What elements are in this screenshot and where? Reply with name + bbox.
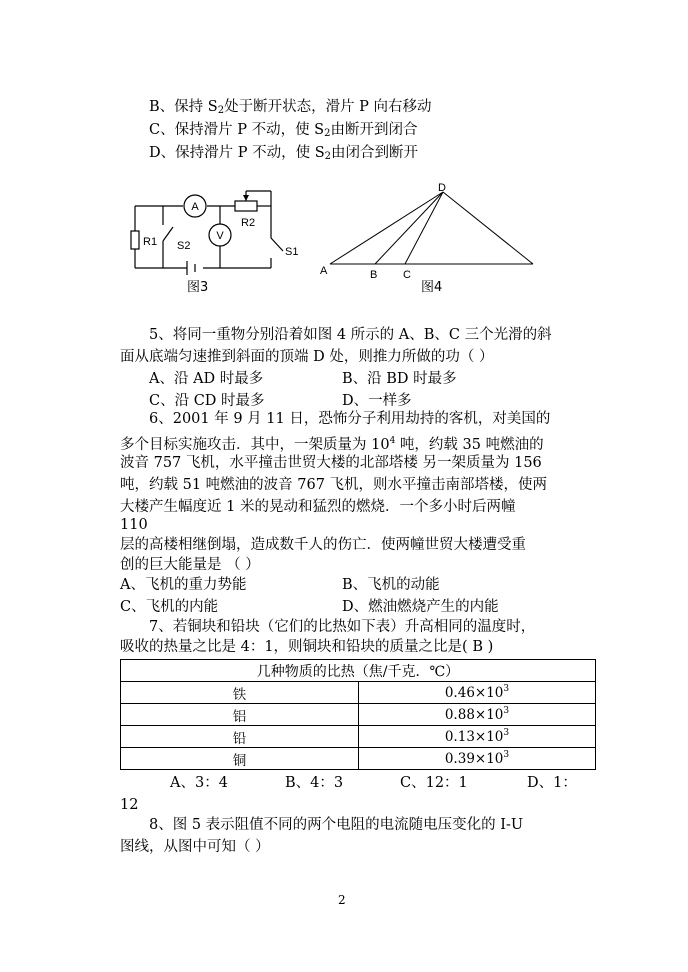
q8-line-2: 图线，从图中可知（ ） [120, 839, 270, 855]
value-cell [359, 748, 596, 770]
q4-option-c-pre: C、保持滑片 P 不动，使 S [149, 122, 325, 138]
fig3-r1-label: R1 [143, 236, 158, 248]
fig3-s2-label: S2 [177, 240, 191, 252]
q7-option-a: A、3：4 [170, 775, 228, 791]
q5-line-2: 面从底端匀速推到斜面的顶端 D 处，则推力所做的功（ ） [120, 349, 494, 365]
q4-option-b-post: 处于断开状态，滑片 P 向右移动 [224, 99, 432, 115]
q4-option-c-sub: 2 [324, 128, 331, 139]
q6-line-2-post: 吨，约载 35 吨燃油的 [395, 437, 544, 453]
q4-option-d-pre: D、保持滑片 P 不动，使 S [149, 145, 325, 161]
q4-option-b [149, 97, 432, 121]
q6-option-d: D、燃油燃烧产生的内能 [342, 599, 499, 615]
q7-line-1: 7、若铜块和铅块（它们的比热如下表）升高相同的温度时， [149, 619, 536, 635]
value-cell [359, 704, 596, 726]
q4-option-c-post: 由断开到闭合 [330, 122, 418, 138]
q6-line-8: 创的巨大能量是 （ ） [120, 557, 260, 573]
q5-option-d: D、一样多 [342, 393, 412, 409]
fig3-s1-label: S1 [285, 246, 299, 258]
q6-line-5: 大楼产生幅度近 1 米的晃动和猛烈的燃烧．一个多小时后两幢 [120, 499, 516, 515]
q7-option-d: D、1： [527, 775, 577, 791]
value-text: 0.88×10 [444, 707, 504, 723]
q4-option-d-sub: 2 [324, 151, 332, 162]
value-cell [359, 726, 596, 748]
q7-option-b: B、4：3 [285, 775, 344, 791]
fig4-point-b: B [370, 269, 378, 281]
table-row [121, 748, 596, 770]
fig3-r2-label: R2 [241, 217, 256, 229]
q6-line-3: 波音 757 飞机，水平撞击世贸大楼的北部塔楼 另一架质量为 156 [120, 455, 542, 471]
q5-option-a: A、沿 AD 时最多 [149, 371, 264, 387]
fig3-voltmeter-label: V [216, 230, 224, 242]
material-cell: 铜 [121, 748, 359, 770]
q6-line-1: 6、2001 年 9 月 11 日，恐怖分子利用劫持的客机，对美国的 [149, 411, 551, 427]
q6-line-2-pre: 多个目标实施攻击．其中，一架质量为 10 [120, 437, 390, 453]
specific-heat-table [120, 659, 596, 770]
page-number: 2 [338, 893, 346, 907]
figure-4-incline [315, 180, 545, 298]
fig4-caption: 图4 [421, 280, 443, 295]
q6-line-2-sup: 4 [389, 436, 396, 446]
q6-option-b: B、飞机的动能 [342, 577, 440, 593]
fig4-point-d: D [438, 182, 446, 194]
q6-option-c: C、飞机的内能 [120, 599, 219, 615]
q4-option-c [149, 120, 418, 144]
q6-option-a: A、飞机的重力势能 [120, 577, 247, 593]
q5-line-1: 5、将同一重物分别沿着如图 4 所示的 A、B、C 三个光滑的斜 [149, 327, 552, 343]
q7-line-2: 吸收的热量之比是 4：1，则铜块和铅块的质量之比是( B ) [120, 639, 494, 655]
value-cell [359, 682, 596, 704]
value-exp: 3 [503, 750, 510, 760]
value-exp: 3 [503, 684, 510, 694]
table-title-row [121, 660, 596, 682]
table-row [121, 726, 596, 748]
q7-option-c: C、12：1 [400, 775, 468, 791]
material-cell: 铝 [121, 704, 359, 726]
value-text: 0.13×10 [444, 729, 504, 745]
q6-line-2 [120, 431, 544, 455]
value-text: 0.39×10 [444, 751, 504, 767]
q6-line-6: 110 [120, 517, 148, 533]
fig3-caption: 图3 [187, 280, 209, 295]
q7-option-d-cont: 12 [120, 797, 139, 813]
fig4-point-a: A [320, 265, 328, 277]
q4-option-b-pre: B、保持 S [149, 99, 218, 115]
value-exp: 3 [503, 706, 510, 716]
q5-option-c: C、沿 CD 时最多 [149, 393, 265, 409]
q4-option-d [149, 143, 418, 167]
value-exp: 3 [503, 728, 510, 738]
material-cell: 铁 [121, 682, 359, 704]
value-text: 0.46×10 [444, 685, 504, 701]
q6-line-7: 层的高楼相继倒塌，造成数千人的伤亡．使两幢世贸大楼遭受重 [120, 537, 526, 553]
table-title: 几种物质的比热（焦/千克．℃） [121, 660, 596, 682]
q6-line-4: 吨，约载 51 吨燃油的波音 767 飞机，则水平撞击南部塔楼，使两 [120, 477, 548, 493]
q4-option-b-sub: 2 [217, 105, 225, 116]
material-cell: 铅 [121, 726, 359, 748]
fig4-point-c: C [403, 269, 411, 281]
figure-3-circuit [125, 183, 305, 298]
q5-option-b: B、沿 BD 时最多 [342, 371, 457, 387]
q4-option-d-post: 由闭合到断开 [331, 145, 419, 161]
table-row [121, 704, 596, 726]
fig3-ammeter-label: A [191, 201, 199, 213]
q8-line-1: 8、图 5 表示阻值不同的两个电阻的电流随电压变化的 I-U [149, 817, 524, 833]
table-row [121, 682, 596, 704]
